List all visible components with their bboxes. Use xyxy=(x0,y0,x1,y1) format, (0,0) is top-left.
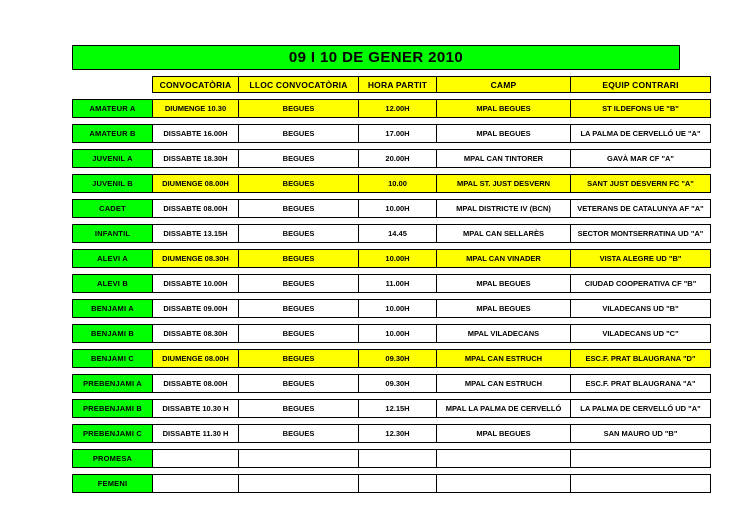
table-cell: 09.30H xyxy=(359,350,437,368)
table-cell xyxy=(239,450,359,468)
column-header: EQUIP CONTRARI xyxy=(571,77,711,93)
table-cell: VILADECANS UD "B" xyxy=(571,300,711,318)
table-cell: 12.00H xyxy=(359,100,437,118)
team-label: INFANTIL xyxy=(73,225,153,243)
table-cell xyxy=(571,475,711,493)
row-spacer-cell xyxy=(73,393,711,400)
table-row xyxy=(73,300,711,318)
table-cell: DIUMENGE 10.30 xyxy=(153,100,239,118)
table-cell: MPAL BEGUES xyxy=(437,300,571,318)
team-label: ALEVI A xyxy=(73,250,153,268)
table-cell: DISSABTE 18.30H xyxy=(153,150,239,168)
table-row xyxy=(73,400,711,418)
table-row xyxy=(73,100,711,118)
table-cell xyxy=(359,475,437,493)
team-label: AMATEUR B xyxy=(73,125,153,143)
table-cell: 10.00H xyxy=(359,300,437,318)
row-spacer xyxy=(73,118,711,125)
table-cell: LA PALMA DE CERVELLÓ UD "A" xyxy=(571,400,711,418)
team-label: BENJAMI C xyxy=(73,350,153,368)
team-label: AMATEUR A xyxy=(73,100,153,118)
table-cell: MPAL BEGUES xyxy=(437,125,571,143)
table-cell: DISSABTE 10.00H xyxy=(153,275,239,293)
table-row xyxy=(73,225,711,243)
row-spacer xyxy=(73,268,711,275)
table-cell: DISSABTE 10.30 H xyxy=(153,400,239,418)
table-cell xyxy=(437,450,571,468)
table-cell: SANT JUST DESVERN FC "A" xyxy=(571,175,711,193)
table-cell: SECTOR MONTSERRATINA UD "A" xyxy=(571,225,711,243)
row-spacer-cell xyxy=(73,193,711,200)
row-spacer-cell xyxy=(73,418,711,425)
table-cell: BEGUES xyxy=(239,350,359,368)
table-cell: MPAL CAN ESTRUCH xyxy=(437,375,571,393)
column-header: CAMP xyxy=(437,77,571,93)
table-cell: 20.00H xyxy=(359,150,437,168)
table-row xyxy=(73,250,711,268)
table-cell: 17.00H xyxy=(359,125,437,143)
row-spacer xyxy=(73,243,711,250)
table-cell: 09.30H xyxy=(359,375,437,393)
column-header: CONVOCATÒRIA xyxy=(153,77,239,93)
table-cell: 11.00H xyxy=(359,275,437,293)
team-label: PROMESA xyxy=(73,450,153,468)
table-cell: ESC.F. PRAT BLAUGRANA "D" xyxy=(571,350,711,368)
table-row xyxy=(73,425,711,443)
table-cell: BEGUES xyxy=(239,175,359,193)
table-cell: 10.00H xyxy=(359,250,437,268)
row-spacer xyxy=(73,468,711,475)
row-spacer xyxy=(73,143,711,150)
row-spacer-cell xyxy=(73,218,711,225)
row-spacer-cell xyxy=(73,168,711,175)
team-label: PREBENJAMI A xyxy=(73,375,153,393)
row-spacer xyxy=(73,418,711,425)
row-spacer xyxy=(73,218,711,225)
table-cell: DIUMENGE 08.00H xyxy=(153,350,239,368)
table-cell: MPAL VILADECANS xyxy=(437,325,571,343)
table-cell: MPAL ST. JUST DESVERN xyxy=(437,175,571,193)
page-title-text: 09 I 10 DE GENER 2010 xyxy=(288,49,464,66)
team-label: JUVENIL A xyxy=(73,150,153,168)
table-cell: 12.30H xyxy=(359,425,437,443)
table-cell: 10.00H xyxy=(359,200,437,218)
table-cell: VILADECANS UD "C" xyxy=(571,325,711,343)
table-row xyxy=(73,350,711,368)
table-cell: 14.45 xyxy=(359,225,437,243)
table-row xyxy=(73,375,711,393)
table-cell: VETERANS DE CATALUNYA AF "A" xyxy=(571,200,711,218)
row-spacer-cell xyxy=(73,443,711,450)
table-cell: BEGUES xyxy=(239,275,359,293)
table-cell: BEGUES xyxy=(239,100,359,118)
table-row xyxy=(73,275,711,293)
table-row xyxy=(73,125,711,143)
column-header: HORA PARTIT xyxy=(359,77,437,93)
column-header: LLOC CONVOCATÒRIA xyxy=(239,77,359,93)
table-cell: MPAL BEGUES xyxy=(437,275,571,293)
team-label: PREBENJAMI B xyxy=(73,400,153,418)
row-spacer-cell xyxy=(73,468,711,475)
row-spacer xyxy=(73,343,711,350)
table-cell: BEGUES xyxy=(239,375,359,393)
table-cell xyxy=(571,450,711,468)
table-row xyxy=(73,150,711,168)
table-cell: BEGUES xyxy=(239,125,359,143)
row-spacer xyxy=(73,393,711,400)
table-cell: GAVÀ MAR CF "A" xyxy=(571,150,711,168)
table-row xyxy=(73,450,711,468)
row-spacer-cell xyxy=(73,318,711,325)
table-cell: BEGUES xyxy=(239,150,359,168)
table-cell: MPAL CAN ESTRUCH xyxy=(437,350,571,368)
table-cell: MPAL CAN VINADER xyxy=(437,250,571,268)
table-row xyxy=(73,175,711,193)
table-cell: DISSABTE 11.30 H xyxy=(153,425,239,443)
table-cell: MPAL LA PALMA DE CERVELLÓ xyxy=(437,400,571,418)
row-spacer-cell xyxy=(73,93,711,100)
table-cell: ESC.F. PRAT BLAUGRANA "A" xyxy=(571,375,711,393)
row-spacer xyxy=(73,168,711,175)
row-spacer xyxy=(73,93,711,100)
table-cell: ST ILDEFONS UE "B" xyxy=(571,100,711,118)
table-cell xyxy=(153,475,239,493)
table-cell: 10.00 xyxy=(359,175,437,193)
table-cell: MPAL BEGUES xyxy=(437,425,571,443)
table-cell xyxy=(239,475,359,493)
header-corner-blank xyxy=(73,77,153,93)
team-label: BENJAMI B xyxy=(73,325,153,343)
table-cell: 10.00H xyxy=(359,325,437,343)
team-label: BENJAMI A xyxy=(73,300,153,318)
table-row xyxy=(73,325,711,343)
table-cell: BEGUES xyxy=(239,200,359,218)
table-header-row xyxy=(73,77,711,93)
team-label: FEMENI xyxy=(73,475,153,493)
table-cell xyxy=(153,450,239,468)
team-label: JUVENIL B xyxy=(73,175,153,193)
row-spacer-cell xyxy=(73,143,711,150)
table-cell: CIUDAD COOPERATIVA CF "B" xyxy=(571,275,711,293)
table-cell: LA PALMA DE CERVELLÓ UE "A" xyxy=(571,125,711,143)
table-cell: 12.15H xyxy=(359,400,437,418)
table-cell: VISTA ALEGRE UD "B" xyxy=(571,250,711,268)
row-spacer-cell xyxy=(73,118,711,125)
table-cell: BEGUES xyxy=(239,225,359,243)
table-cell: BEGUES xyxy=(239,325,359,343)
table-cell: DIUMENGE 08.00H xyxy=(153,175,239,193)
table-cell: DISSABTE 09.00H xyxy=(153,300,239,318)
table-row xyxy=(73,200,711,218)
table-cell: DISSABTE 16.00H xyxy=(153,125,239,143)
table-cell: BEGUES xyxy=(239,400,359,418)
row-spacer-cell xyxy=(73,243,711,250)
table-cell: DISSABTE 08.30H xyxy=(153,325,239,343)
table-cell: DISSABTE 13.15H xyxy=(153,225,239,243)
page-title xyxy=(72,45,680,70)
table-cell: DISSABTE 08.00H xyxy=(153,375,239,393)
table-cell: BEGUES xyxy=(239,300,359,318)
schedule-table xyxy=(72,76,711,493)
row-spacer-cell xyxy=(73,268,711,275)
table-cell: MPAL DISTRICTE IV (BCN) xyxy=(437,200,571,218)
table-cell: DIUMENGE 08.30H xyxy=(153,250,239,268)
row-spacer xyxy=(73,368,711,375)
table-cell: BEGUES xyxy=(239,425,359,443)
row-spacer xyxy=(73,443,711,450)
table-cell: MPAL CAN SELLARÈS xyxy=(437,225,571,243)
table-cell xyxy=(437,475,571,493)
table-cell: SAN MAURO UD "B" xyxy=(571,425,711,443)
row-spacer xyxy=(73,193,711,200)
table-cell xyxy=(359,450,437,468)
table-row xyxy=(73,475,711,493)
table-cell: MPAL CAN TINTORER xyxy=(437,150,571,168)
table-cell: MPAL BEGUES xyxy=(437,100,571,118)
team-label: PREBENJAMI C xyxy=(73,425,153,443)
row-spacer-cell xyxy=(73,368,711,375)
row-spacer xyxy=(73,318,711,325)
table-cell: DISSABTE 08.00H xyxy=(153,200,239,218)
row-spacer xyxy=(73,293,711,300)
table-cell: BEGUES xyxy=(239,250,359,268)
team-label: ALEVI B xyxy=(73,275,153,293)
row-spacer-cell xyxy=(73,343,711,350)
row-spacer-cell xyxy=(73,293,711,300)
team-label: CADET xyxy=(73,200,153,218)
